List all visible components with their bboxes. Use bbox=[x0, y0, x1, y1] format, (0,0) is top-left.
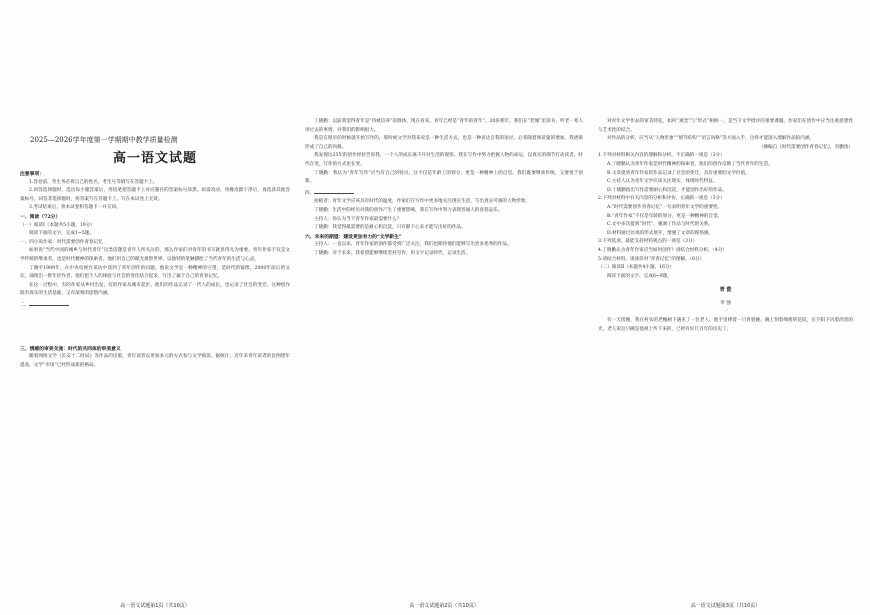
question-option[interactable]: D.丁晓勤指出写作需要耐心和沉淀，才能创作出好的作品。 bbox=[607, 187, 727, 193]
material-paragraph: 对青年文学作品的审美特征，如何“观念”与“形式”相统一，是当下文学批评的重要课题。作家们在创作中应当注重思想性与艺术性的结合。 bbox=[598, 119, 853, 133]
page-column-2 bbox=[305, 118, 583, 597]
material-paragraph: 丁晓勤：生活中的经历对我的创作产生了重要影响，我在写作中努力表现普通人的喜怒哀乐。 bbox=[314, 207, 503, 213]
material-paragraph: 丁晓平1989年，在中央电视台采访中谈到了青年创作的问题。他说文学是一种精神的守望，是时代的镜像。2000年前后的文坛，涌现出一批年轻作者，他们把个人的体验与社会的变化结合起来，写出了属于自己的青春记忆。 bbox=[20, 265, 290, 280]
question-option[interactable]: C.文中多次提到“时代”，强调了作品与时代的关系。 bbox=[607, 222, 713, 228]
material-paragraph: 主持人：一直以来，青年作家的创作都受到广泛关注，我们也期待他们能够写出更多优秀的作品。 bbox=[314, 242, 512, 248]
question-item: 2.下列对材料中有关内容的分析和评价，正确的一项是（3分） bbox=[598, 196, 725, 202]
material-paragraph: 随着网络文学《长安十二时辰》等作品的出版，青年读者以更加多元的方式参与文学阅读。据统计，近年来青年读者的比例逐年提高，文学“市场”已经形成新的格局。 bbox=[20, 354, 290, 368]
answer-blank[interactable] bbox=[29, 299, 69, 306]
story-section-number: 一 bbox=[723, 309, 728, 315]
question-option[interactable]: D.材料通过访谈的形式展开，增强了文章的现场感。 bbox=[607, 230, 714, 236]
story-paragraph: 有一天傍晚，我在村头的老槐树下遇见了一位老人。他手里捧着一只青瓷碗，碗上刻着细密的花纹，在夕阳下闪着淡淡的光。老人说这只碗是他祖上传下来的，已经有好几百年的历史了。 bbox=[598, 318, 853, 332]
question-item: 5.请结合材料，谈谈你对“青春记忆”的理解。（6分） bbox=[598, 256, 705, 262]
section-heading: 一、阅读（72分） bbox=[20, 213, 61, 220]
story-title: 青 瓷 bbox=[719, 287, 732, 294]
question-option[interactable]: B.文章提到青年作家的作品记录了社会的变迁，具有重要的文学价值。 bbox=[607, 170, 750, 176]
material-heading: 一、四小说作家：时代需要创作青春记忆 bbox=[20, 239, 103, 245]
material-paragraph: 我发现这25年的创作经验告诉我，一个人的成长离不开对生活的观察。我在写作中努力把握人物的命运，以真实的细节打动读者。时代在变，写作的方式也在变。 bbox=[305, 153, 583, 167]
notice-item: 2.回答选择题时，选出每小题答案后，用铅笔把答题卡上对应题目的答案标号涂黑。如需改动，用橡皮擦干净后，再选涂其他答案标号。回答非选择题时，将答案写在答题卡上。写在本试卷上无效。 bbox=[20, 188, 290, 202]
section-heading: 六、未来的期望：建设更加有力的“文学新生” bbox=[305, 233, 402, 240]
subsection-heading: （二）阅读Ⅱ（本题共4小题，16分） bbox=[598, 265, 675, 271]
story-author: 李 强 bbox=[720, 300, 731, 306]
material-paragraph: 丁晓勤：我觉得最需要的是耐心和沉淀，只有静下心来才能写出好的作品。 bbox=[314, 225, 466, 231]
question-item: 4.丁晓勤认为青年作家应当如何创作？请结合材料分析。（4分） bbox=[598, 247, 728, 253]
exam-header: 2025—2026学年度第一学期期中教学质量检测 bbox=[30, 136, 178, 144]
notice-item: 1.答卷前，考生务必将自己的姓名、考生号等填写在答题卡上。 bbox=[29, 179, 158, 185]
material-paragraph: 丁晓勤：以前我觉得青年是“待被培养”的群体，现在看来，青年已经是“青年的青年”。20岁那年，我们在“老城”里读书，听老一辈人讲过去的事情，对我们的影响很大。 bbox=[305, 119, 583, 133]
question-option[interactable]: A.“时代需要创作青春记忆”一句表明青年文学的重要性。 bbox=[607, 204, 723, 210]
material-paragraph: 丁晓勤：对于未来，我希望能够继续坚持写作，用文字记录时代，记录生活。 bbox=[314, 250, 471, 256]
material-paragraph: 主持人：你认为当下青年作家最需要什么？ bbox=[314, 216, 402, 222]
source-note: （摘编自《时代需要创作青春记忆》，有删改） bbox=[758, 144, 853, 150]
page-column-1 bbox=[20, 128, 290, 597]
answer-blank[interactable] bbox=[314, 187, 354, 194]
question-option[interactable]: A.丁晓勤认为青年作家是时代精神的探索者，他们的创作反映了当代青年的生活。 bbox=[607, 161, 773, 167]
section-heading: 三、情感的审美交流：时代的共同体的审美意义 bbox=[20, 345, 121, 352]
material-paragraph: 如果说“当代中国的城乡与时代青年”这类话题是青年人所关注的，那么作家们对青年的书写就显得尤为重要。青年作家不仅是文学传统的继承者，也是时代精神的探索者。他们用自己的眼光观察世界，以独特的笔触描绘了当代青年的生活与心灵。 bbox=[20, 248, 290, 262]
material-paragraph: 在这一过程中，有的作家从乡村出发，有的作家从城市起步。他们的作品记录了一代人的成长，也记录了社会的变迁。这种创作既有真实的生活基础，又有深刻的思想内涵。 bbox=[20, 282, 290, 297]
question-option[interactable]: C.主持人认为青年文学应该关注现实，体现时代特征。 bbox=[607, 179, 718, 185]
material-paragraph: 丁晓勤：我认为“青年写作”应当有自己的特点。这不仅是年龄上的划分，更是一种精神上的自觉。我们既要继承传统，又要勇于创新。 bbox=[305, 170, 583, 185]
page-footer-1: 高一语文试题第1页（共10页） bbox=[120, 603, 190, 609]
question-label: 二、 bbox=[20, 299, 290, 311]
page-footer-3: 高一语文试题第3页（共10页） bbox=[690, 603, 761, 609]
page-column-3 bbox=[598, 118, 853, 597]
question-item: 3.下列选项，最能支持材料观点的一项是（3分） bbox=[598, 239, 698, 245]
question-option[interactable]: B.“青年作家”不仅是年龄的划分，更是一种精神的自觉。 bbox=[607, 213, 723, 219]
notice-heading: 注意事项： bbox=[20, 171, 44, 177]
material-paragraph: 对作品的分析，应当从“人物形象”“情节结构”“语言风格”等方面入手，这样才能深入理解作品的内涵。 bbox=[607, 136, 815, 142]
notice-item: 3.考试结束后，将本试卷和答题卡一并交回。 bbox=[29, 205, 121, 211]
exam-title: 高一语文试题 bbox=[112, 151, 197, 166]
material-paragraph: 我是在很早的时候就开始写作的，那时候文学对我来说是一种生活方式，也是一种表达自我的途径。后来随着阅读量的增加，我逐渐形成了自己的风格。 bbox=[305, 136, 583, 150]
question-item: 1.下列对材料相关内容的理解和分析，不正确的一项是（3分） bbox=[598, 153, 725, 159]
material-paragraph: 拍板者：青年文学应该具有时代的温度，作家们在写作中更多地关注现实生活，写出真实可感的人物形象。 bbox=[314, 199, 530, 205]
question-label: 四、 bbox=[305, 187, 583, 199]
page-footer-2: 高一语文试题第2页（共10页） bbox=[409, 603, 479, 609]
subsection-heading: （一）阅读Ⅰ（本题共5小题，19分） bbox=[20, 222, 95, 228]
instruction: 阅读下面的文字，完成1~5题。 bbox=[29, 231, 94, 237]
instruction: 阅读下面的文字，完成6~9题。 bbox=[607, 273, 672, 279]
